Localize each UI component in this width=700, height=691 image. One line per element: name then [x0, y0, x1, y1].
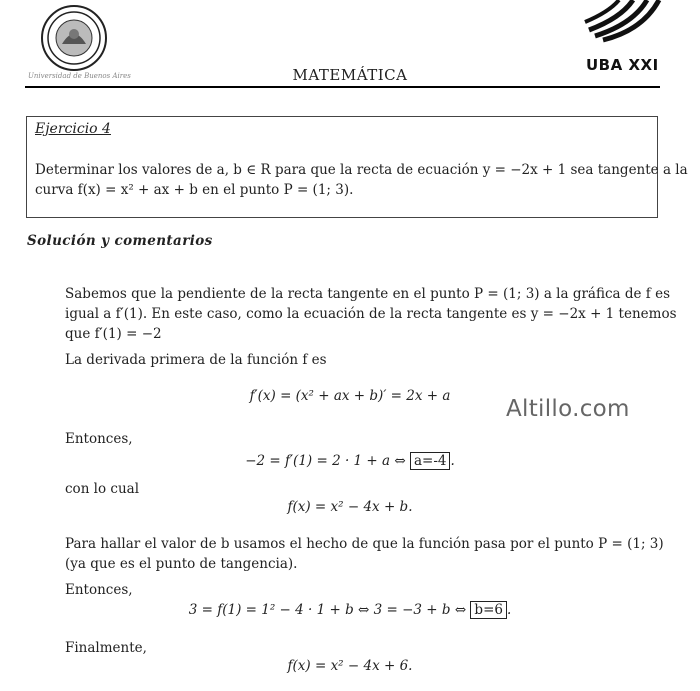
uba-xxi-logo	[583, 0, 663, 44]
equation-a-text: −2 = f′(1) = 2 · 1 + a ⇔	[245, 453, 410, 469]
header-divider	[25, 86, 660, 88]
solution-p4: con lo cual	[65, 481, 140, 497]
page-title: MATEMÁTICA	[292, 66, 408, 84]
solution-p2: La derivada primera de la función f es	[65, 352, 327, 368]
solution-p7: Finalmente,	[65, 640, 147, 656]
logo-caption: Universidad de Buenos Aires	[28, 72, 131, 80]
solution-p5-line2: (ya que es el punto de tangencia).	[65, 556, 298, 572]
university-seal-logo	[40, 4, 108, 72]
equation-derivative: f′(x) = (x² + ax + b)′ = 2x + a	[249, 388, 451, 404]
uba-xxi-brand: UBA XXI	[586, 56, 659, 74]
result-b-box: b=6	[470, 601, 507, 619]
equation-a: −2 = f′(1) = 2 · 1 + a ⇔ a=-4 .	[245, 453, 455, 469]
exercise-statement-line2: curva f(x) = x² + ax + b en el punto P = (1; 3).	[35, 182, 354, 198]
equation-b-text: 3 = f(1) = 1² − 4 · 1 + b ⇔ 3 = −3 + b ⇔	[188, 602, 471, 618]
result-a-box: a=-4	[410, 452, 451, 470]
solution-p1-line3: que f′(1) = −2	[65, 326, 162, 342]
solution-p1-line2: igual a f′(1). En este caso, como la ecuación de la recta tangente es y = −2x + 1 tenemos	[65, 306, 677, 322]
exercise-title: Ejercicio 4	[35, 121, 111, 137]
equation-b: 3 = f(1) = 1² − 4 · 1 + b ⇔ 3 = −3 + b ⇔ b=6 .	[188, 602, 512, 618]
watermark: Altillo.com	[506, 396, 630, 422]
solution-p5-line1: Para hallar el valor de b usamos el hecho de que la función pasa por el punto P = (1; 3)	[65, 536, 664, 552]
solution-heading: Solución y comentarios	[27, 233, 213, 249]
solution-p3: Entonces,	[65, 431, 133, 447]
solution-p1-line1: Sabemos que la pendiente de la recta tangente en el punto P = (1; 3) a la gráfica de f es	[65, 286, 671, 302]
equation-f-b: f(x) = x² − 4x + b.	[287, 499, 413, 515]
solution-p6: Entonces,	[65, 582, 133, 598]
equation-final: f(x) = x² − 4x + 6.	[287, 658, 413, 674]
exercise-statement-line1: Determinar los valores de a, b ∈ R para que la recta de ecuación y = −2x + 1 sea tangente a la	[35, 162, 688, 178]
